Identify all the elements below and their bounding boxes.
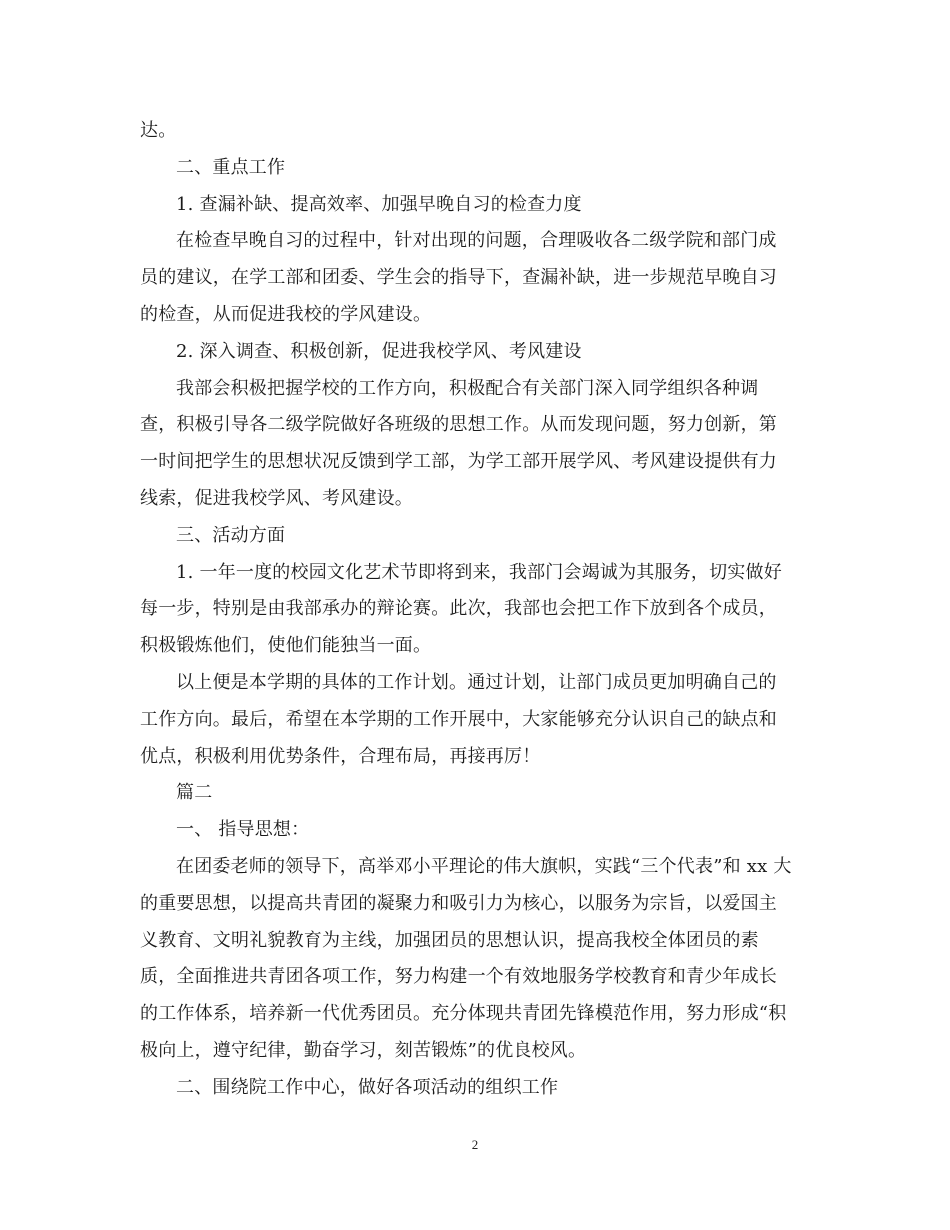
text-line: 的重要思想，以提高共青团的凝聚力和吸引力为核心，以服务为宗旨，以爱国主 xyxy=(140,892,777,914)
text-line: 质，全面推进共青团各项工作，努力构建一个有效地服务学校教育和青少年成长 xyxy=(140,966,777,988)
text-line: 三、活动方面 xyxy=(176,524,286,546)
text-line: 一时间把学生的思想状况反馈到学工部，为学工部开展学风、考风建设提供有力 xyxy=(140,451,777,473)
text-line: 义教育、文明礼貌教育为主线，加强团员的思想认识，提高我校全体团员的素 xyxy=(140,929,759,951)
text-line: 每一步，特别是由我部承办的辩论赛。此次，我部也会把工作下放到各个成员， xyxy=(140,598,777,620)
text-line: 员的建议，在学工部和团委、学生会的指导下，查漏补缺，进一步规范早晚自习 xyxy=(140,267,777,289)
text-line: 在团委老师的领导下，高举邓小平理论的伟大旗帜，实践“三个代表”和 xx 大 xyxy=(176,855,792,877)
text-line: 2. 深入调查、积极创新，促进我校学风、考风建设 xyxy=(176,340,582,362)
text-line: 1. 一年一度的校园文化艺术节即将到来，我部门会竭诚为其服务，切实做好 xyxy=(176,561,782,583)
text-line: 1. 查漏补缺、提高效率、加强早晚自习的检查力度 xyxy=(176,193,582,215)
text-line: 优点，积极利用优势条件，合理布局，再接再厉！ xyxy=(140,745,541,767)
text-line: 二、围绕院工作中心，做好各项活动的组织工作 xyxy=(176,1076,559,1098)
text-line: 线索，促进我校学风、考风建设。 xyxy=(140,487,413,509)
text-line: 工作方向。最后，希望在本学期的工作开展中，大家能够充分认识自己的缺点和 xyxy=(140,708,777,730)
text-line: 的检查，从而促进我校的学风建设。 xyxy=(140,303,432,325)
text-line: 达。 xyxy=(140,120,177,141)
text-line: 二、重点工作 xyxy=(176,156,286,178)
page-number: 2 xyxy=(471,1137,479,1152)
document-body xyxy=(140,113,808,1107)
text-line: 一、 指导思想： xyxy=(176,819,310,841)
text-line: 我部会积极把握学校的工作方向，积极配合有关部门深入同学组织各种调 xyxy=(176,377,759,399)
text-line: 查，积极引导各二级学院做好各班级的思想工作。从而发现问题，努力创新，第 xyxy=(140,414,777,436)
text-line: 在检查早晚自习的过程中，针对出现的问题，合理吸收各二级学院和部门成 xyxy=(176,230,777,252)
text-line: 篇二 xyxy=(176,782,213,804)
text-line: 积极锻炼他们，使他们能独当一面。 xyxy=(140,635,432,657)
text-line: 极向上，遵守纪律，勤奋学习，刻苦锻炼”的优良校风。 xyxy=(140,1039,587,1061)
text-line: 的工作体系，培养新一代优秀团员。充分体现共青团先锋模范作用，努力形成“积 xyxy=(140,1003,787,1025)
text-line: 以上便是本学期的具体的工作计划。通过计划，让部门成员更加明确自己的 xyxy=(176,671,777,693)
